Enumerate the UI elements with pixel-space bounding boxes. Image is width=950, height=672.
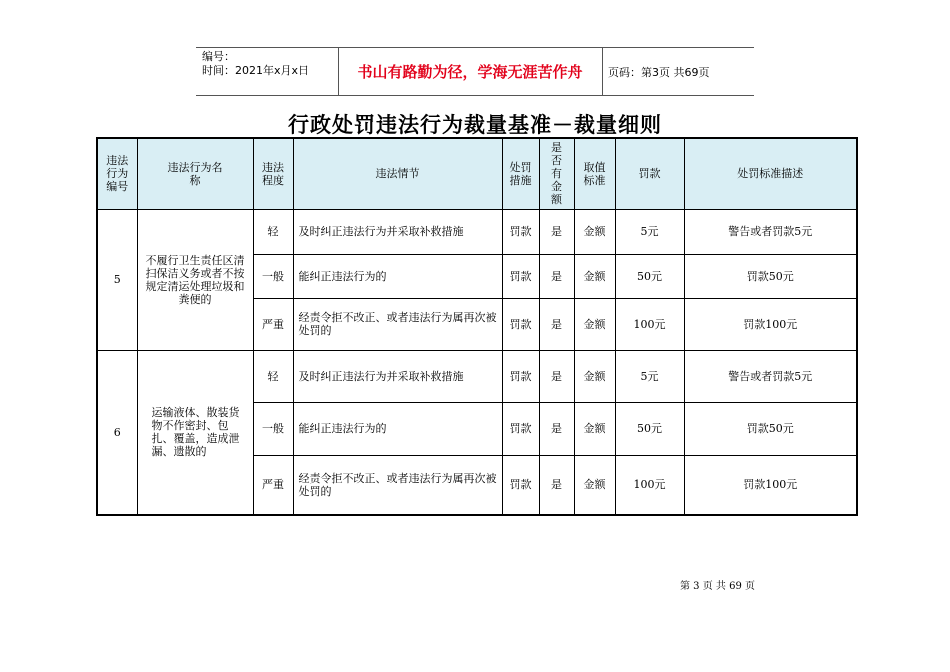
has-amount-cell: 是: [539, 455, 574, 515]
circumstance-cell: 能纠正违法行为的: [293, 254, 502, 298]
basis-cell: 金额: [574, 402, 615, 455]
header-page-code: 页码：第3页 共69页: [608, 65, 710, 79]
fine-cell: 100元: [615, 298, 684, 350]
col-header-degree: 违法程度: [253, 138, 293, 209]
circumstance-cell: 经责令拒不改正、或者违法行为属再次被处罚的: [293, 455, 502, 515]
document-header: [196, 47, 754, 96]
page-footer: 第 3 页 共 69 页: [680, 581, 755, 592]
description-cell: 罚款50元: [684, 402, 857, 455]
has-amount-cell: 是: [539, 209, 574, 254]
time-label: 时间：2021年x月x日: [202, 64, 310, 77]
measure-cell: 罚款: [502, 298, 539, 350]
fine-cell: 5元: [615, 350, 684, 402]
measure-cell: 罚款: [502, 455, 539, 515]
degree-cell: 一般: [253, 254, 293, 298]
table-header-row: [97, 138, 857, 209]
fine-cell: 5元: [615, 209, 684, 254]
violation-code: 5: [97, 209, 137, 350]
measure-cell: 罚款: [502, 254, 539, 298]
penalty-table: [96, 137, 858, 516]
col-header-description: 处罚标准描述: [684, 138, 857, 209]
basis-cell: 金额: [574, 298, 615, 350]
has-amount-cell: 是: [539, 298, 574, 350]
degree-cell: 轻: [253, 350, 293, 402]
circumstance-cell: 经责令拒不改正、或者违法行为属再次被处罚的: [293, 298, 502, 350]
description-cell: 罚款100元: [684, 455, 857, 515]
basis-cell: 金额: [574, 455, 615, 515]
has-amount-cell: 是: [539, 402, 574, 455]
number-label: 编号：: [202, 50, 235, 63]
col-header-fine: 罚款: [615, 138, 684, 209]
violation-code: 6: [97, 350, 137, 515]
measure-cell: 罚款: [502, 350, 539, 402]
circumstance-cell: 及时纠正违法行为并采取补救措施: [293, 350, 502, 402]
col-header-circumstance: 违法情节: [293, 138, 502, 209]
col-header-has-amount: 是否有金额: [539, 138, 574, 209]
circumstance-cell: 及时纠正违法行为并采取补救措施: [293, 209, 502, 254]
col-header-measure: 处罚措施: [502, 138, 539, 209]
has-amount-cell: 是: [539, 254, 574, 298]
fine-cell: 50元: [615, 402, 684, 455]
measure-cell: 罚款: [502, 209, 539, 254]
col-header-basis: 取值标准: [574, 138, 615, 209]
description-cell: 警告或者罚款5元: [684, 209, 857, 254]
has-amount-cell: 是: [539, 350, 574, 402]
table-row: [97, 209, 857, 254]
description-cell: 警告或者罚款5元: [684, 350, 857, 402]
header-motto: 书山有路勤为径，学海无涯苦作舟: [357, 63, 583, 81]
header-divider: [602, 47, 603, 96]
degree-cell: 严重: [253, 298, 293, 350]
degree-cell: 轻: [253, 209, 293, 254]
header-meta: [202, 50, 309, 78]
violation-name: 不履行卫生责任区清扫保洁义务或者不按规定清运处理垃圾和粪便的: [137, 209, 253, 350]
basis-cell: 金额: [574, 350, 615, 402]
table-row: [97, 350, 857, 402]
basis-cell: 金额: [574, 254, 615, 298]
col-header-name: 违法行为名 称: [137, 138, 253, 209]
violation-name: 运输液体、散装货物不作密封、包扎、覆盖，造成泄漏、遗散的: [137, 350, 253, 515]
description-cell: 罚款100元: [684, 298, 857, 350]
degree-cell: 严重: [253, 455, 293, 515]
fine-cell: 50元: [615, 254, 684, 298]
basis-cell: 金额: [574, 209, 615, 254]
col-header-code: 违法行为编号: [97, 138, 137, 209]
page-title: 行政处罚违法行为裁量基准－裁量细则: [288, 112, 662, 137]
measure-cell: 罚款: [502, 402, 539, 455]
description-cell: 罚款50元: [684, 254, 857, 298]
degree-cell: 一般: [253, 402, 293, 455]
circumstance-cell: 能纠正违法行为的: [293, 402, 502, 455]
fine-cell: 100元: [615, 455, 684, 515]
